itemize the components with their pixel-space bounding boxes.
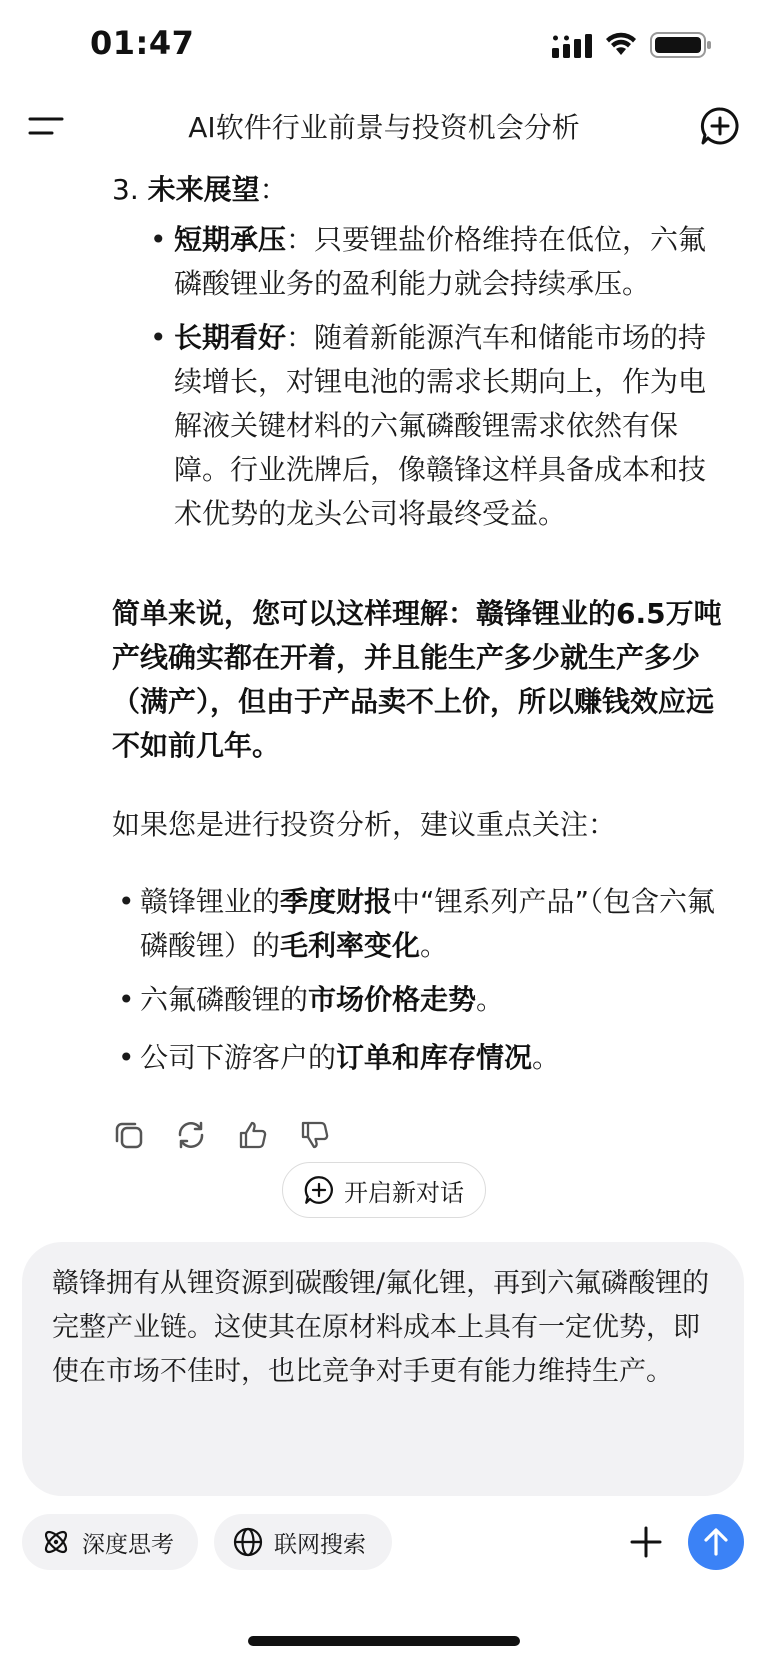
list-item [112, 880, 727, 968]
new-chat-button[interactable] [694, 100, 746, 152]
suggest-heading: 如果您是进行投资分析，建议重点关注： [112, 808, 617, 841]
focus-bold: 订单和库存情况 [336, 1041, 533, 1074]
web-search-label: 联网搜索 [274, 1531, 366, 1558]
thumbs-down-icon [299, 1119, 331, 1151]
wifi-icon [604, 30, 638, 58]
like-button[interactable] [236, 1118, 270, 1152]
menu-icon [28, 114, 64, 138]
send-button[interactable] [688, 1514, 744, 1570]
bullet-dot: • [118, 1041, 135, 1074]
cellular-signal-icon [552, 34, 592, 58]
list-item [150, 316, 725, 536]
deep-think-toggle[interactable] [22, 1514, 198, 1570]
arrow-up-icon [701, 1527, 731, 1557]
copy-button[interactable] [112, 1118, 146, 1152]
message-actions [112, 1118, 332, 1158]
list-item [150, 218, 725, 306]
bullet-text: ：随着新能源汽车和储能市场的持续增长，对锂电池的需求长期向上，作为电解液关键材料的六氟磷酸锂需求依然有保障。行业洗牌后，像赣锋这样具备成本和技术优势的龙头公司将最终受益。 [174, 321, 707, 530]
focus-bold: 市场价格走势 [308, 983, 477, 1016]
message-input[interactable] [22, 1242, 744, 1496]
focus-bold: 毛利率变化 [280, 929, 421, 962]
web-search-toggle[interactable] [214, 1514, 392, 1570]
chat-header [0, 92, 768, 156]
globe-icon [232, 1526, 264, 1558]
focus-bold: 季度财报 [280, 885, 393, 918]
conversation-title[interactable]: AI软件行业前景与投资机会分析 [188, 111, 580, 144]
refresh-icon [175, 1119, 207, 1151]
copy-icon [113, 1119, 145, 1151]
focus-text: 六氟磷酸锂的 [140, 983, 309, 1016]
focus-text: 。 [476, 983, 505, 1016]
new-chat-icon [304, 1175, 334, 1205]
section-colon: ： [259, 173, 288, 206]
dislike-button[interactable] [298, 1118, 332, 1152]
bullet-dot: • [150, 223, 167, 256]
status-time: 01:47 [90, 24, 195, 62]
deep-think-label: 深度思考 [82, 1531, 174, 1558]
list-item [112, 978, 727, 1022]
start-new-dialog-button[interactable] [282, 1162, 486, 1218]
list-item [112, 1036, 727, 1080]
focus-text: 中“锂系列产品”（包含六氟磷酸锂）的 [140, 885, 716, 962]
plus-icon [629, 1525, 663, 1559]
attach-button[interactable] [622, 1518, 670, 1566]
focus-text: 赣锋锂业的 [140, 885, 281, 918]
bullet-dot: • [150, 321, 167, 354]
thumbs-up-icon [237, 1119, 269, 1151]
status-bar [0, 0, 768, 90]
start-new-dialog-label: 开启新对话 [344, 1178, 464, 1207]
message-input-text[interactable]: 赣锋拥有从锂资源到碳酸锂/氟化锂，再到六氟磷酸锂的完整产业链。这使其在原材料成本上具有一定优势，即使在市场不佳时，也比竞争对手更有能力维持生产。 [52, 1268, 710, 1387]
bullet-label: 短期承压 [174, 223, 287, 256]
bullet-text: ：只要锂盐价格维持在低位，六氟磷酸锂业务的盈利能力就会持续承压。 [174, 223, 707, 300]
focus-text: 。 [420, 929, 449, 962]
bullet-dot: • [118, 885, 135, 918]
focus-text: 公司下游客户的 [140, 1041, 337, 1074]
summary-paragraph: 简单来说，您可以这样理解：赣锋锂业的6.5万吨产线确实都在开着，并且能生产多少就生产多少（满产），但由于产品卖不上价，所以赚钱效应远不如前几年。 [112, 597, 722, 762]
bullet-dot: • [118, 983, 135, 1016]
battery-icon [650, 31, 712, 59]
bullet-label: 长期看好 [174, 321, 287, 354]
section-number: 3. [112, 173, 139, 206]
focus-text: 。 [532, 1041, 561, 1074]
section-title: 未来展望 [147, 173, 260, 206]
new-chat-icon [700, 106, 740, 146]
menu-button[interactable] [24, 104, 68, 148]
home-indicator [248, 1636, 520, 1646]
atom-icon [40, 1526, 72, 1558]
section-heading [112, 170, 288, 210]
regenerate-button[interactable] [174, 1118, 208, 1152]
